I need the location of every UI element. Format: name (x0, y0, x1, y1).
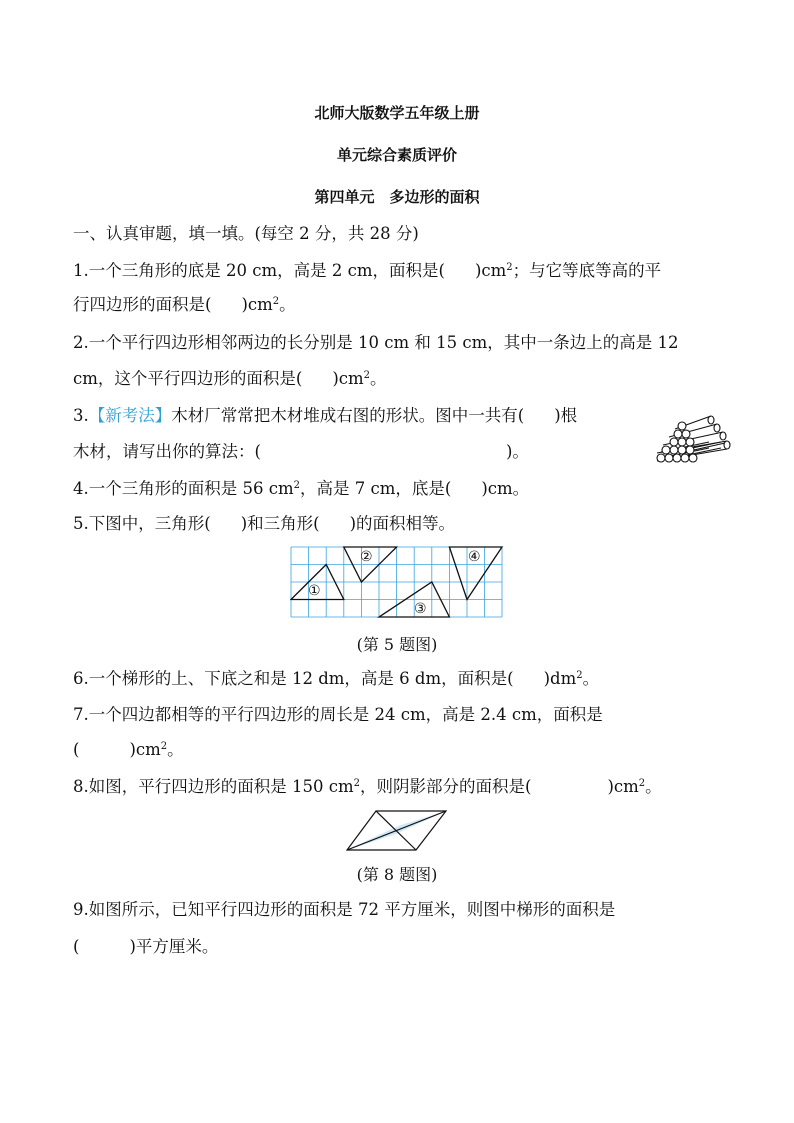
q9-text-b: ( (73, 937, 80, 956)
triangle-2-label: ② (360, 549, 373, 565)
assessment-title: 单元综合素质评价 (336, 146, 457, 164)
q3-number: 3. (73, 406, 89, 425)
q3-text-c: 木材，请写出你的算法：( (73, 442, 261, 461)
question-2-line-1: 2.一个平行四边形相邻两边的长分别是 10 cm 和 15 cm，其中一条边上的高是 12 (73, 333, 679, 352)
question-7-line-2 (73, 740, 184, 760)
triangle-4-label: ④ (468, 549, 481, 565)
triangle-1-label: ① (308, 583, 321, 599)
triangle-3-label: ③ (414, 601, 427, 617)
section-heading: 一、认真审题，填一填。(每空 2 分，共 28 分) (73, 224, 419, 243)
q5-text-c: )的面积相等。 (349, 514, 455, 533)
q7-text-d: 。 (167, 740, 184, 759)
q4-text-c: )cm。 (481, 479, 530, 498)
q6-text-c: 。 (582, 669, 600, 688)
q8-text-b: ，则阴影部分的面积是( (360, 777, 532, 796)
figure-5-caption: (第 5 题图) (356, 635, 438, 654)
q4-text-a: 4.一个三角形的面积是 56 cm (73, 479, 294, 498)
q8-sup-2: 2 (638, 778, 646, 789)
q8-text-c: )cm (607, 777, 639, 796)
triangle-grid-figure (290, 546, 504, 618)
q1-text-c: ；与它等底等高的平 (512, 261, 662, 280)
q2-text-c: )cm (332, 369, 364, 388)
new-method-tag: 【新考法】 (88, 406, 172, 425)
inner-line (376, 811, 416, 850)
question-8 (73, 777, 662, 797)
q5-text-a: 5.下图中，三角形( (73, 514, 211, 533)
q3-text-b: )根 (554, 406, 578, 425)
question-3-line-1 (73, 406, 577, 426)
q7-sup: 2 (160, 741, 168, 752)
log-pile-figure (653, 408, 733, 464)
q1-text-a: 1.一个三角形的底是 20 cm，高是 2 cm，面积是( (73, 261, 445, 280)
question-1-line-2 (73, 295, 296, 315)
question-9-line-1: 9.如图所示，已知平行四边形的面积是 72 平方厘米，则图中梯形的面积是 (73, 900, 616, 919)
q7-text-b: ( (73, 740, 80, 759)
q1-sup-2: 2 (272, 296, 280, 307)
q7-text-c: )cm (129, 740, 161, 759)
question-4 (73, 479, 529, 499)
parallelogram-figure (346, 810, 448, 852)
q2-text-b: cm，这个平行四边形的面积是( (73, 369, 303, 388)
q1-text-d: 行四边形的面积是( (73, 295, 212, 314)
book-title: 北师大版数学五年级上册 (314, 104, 480, 122)
question-5 (73, 514, 455, 534)
q8-text-a: 8.如图，平行四边形的面积是 150 cm (73, 777, 354, 796)
q6-text-b: )dm (543, 669, 577, 688)
figure-8-caption: (第 8 题图) (356, 865, 438, 884)
q1-text-e: )cm (241, 295, 273, 314)
q2-text-d: 。 (370, 369, 387, 388)
question-2-line-2 (73, 369, 387, 389)
q1-text-f: 。 (279, 295, 296, 314)
q1-text-b: )cm (474, 261, 507, 280)
q9-text-c: )平方厘米。 (129, 937, 219, 956)
q3-text-a: 木材厂常常把木材堆成右图的形状。图中一共有( (171, 406, 525, 425)
question-7-line-1: 7.一个四边都相等的平行四边形的周长是 24 cm，高是 2.4 cm，面积是 (73, 705, 603, 724)
q3-text-d: )。 (505, 442, 529, 461)
unit-title: 第四单元 多边形的面积 (314, 188, 480, 206)
question-1-line-1 (73, 261, 661, 281)
question-3-line-2 (73, 442, 529, 462)
q4-text-b: ，高是 7 cm，底是( (300, 479, 452, 498)
q6-sup: 2 (576, 670, 583, 681)
q8-sup: 2 (353, 778, 360, 789)
q1-sup: 2 (506, 262, 513, 273)
q5-text-b: )和三角形( (240, 514, 320, 533)
q8-text-d: 。 (645, 777, 662, 796)
q2-sup: 2 (363, 370, 371, 381)
q6-text-a: 6.一个梯形的上、下底之和是 12 dm，高是 6 dm，面积是( (73, 669, 514, 688)
q4-sup: 2 (293, 480, 300, 491)
question-9-line-2 (73, 937, 218, 957)
question-6 (73, 669, 599, 689)
